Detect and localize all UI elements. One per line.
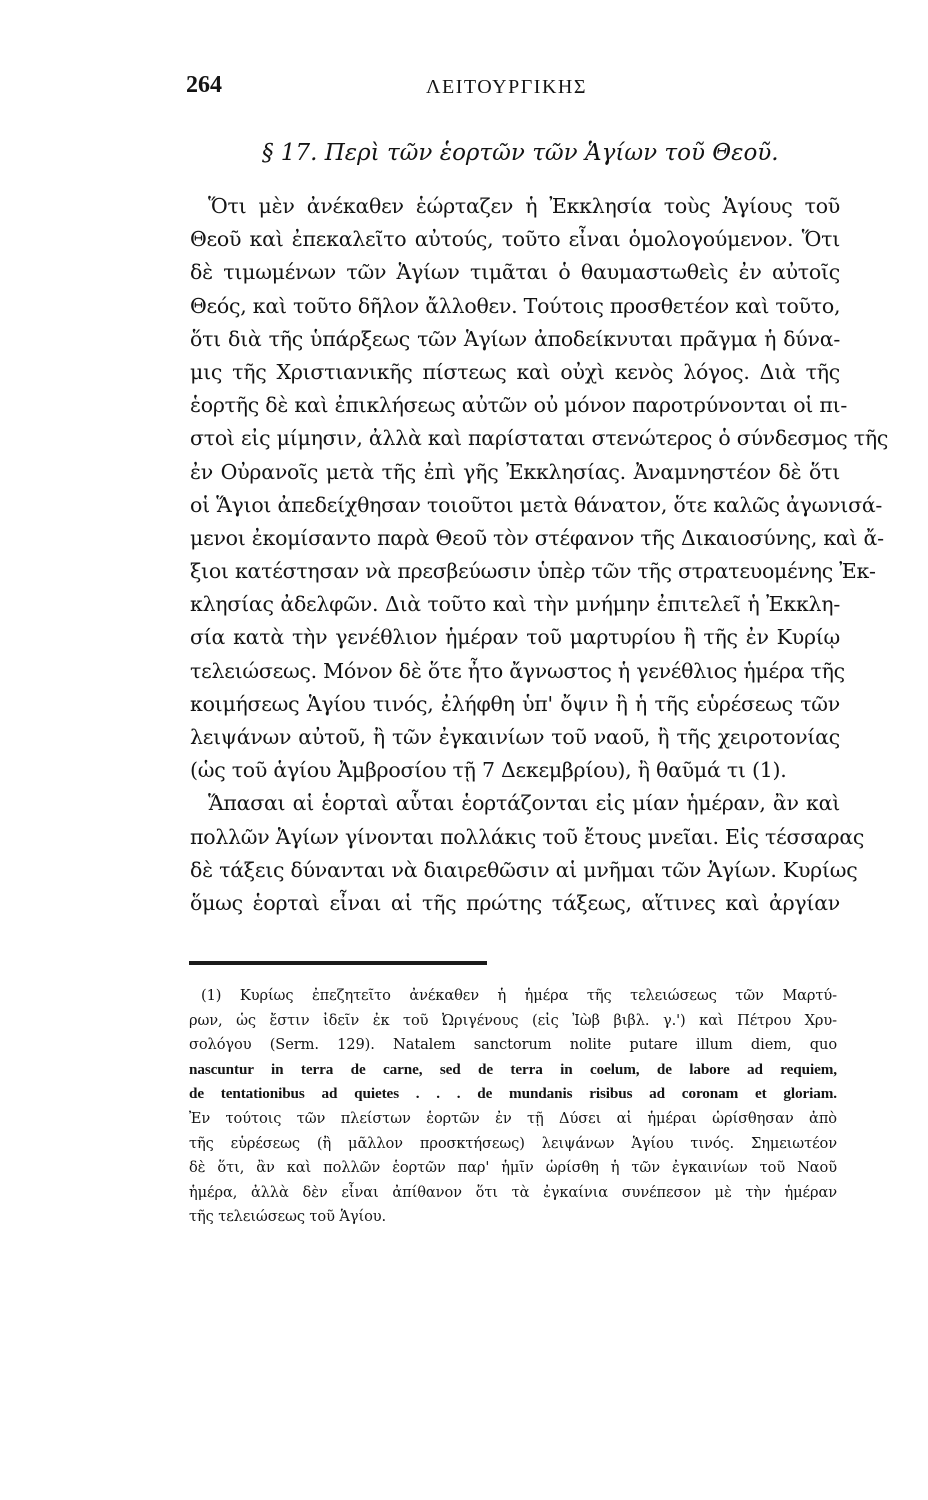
footnote-line: δὲ ὅτι, ἂν καὶ πολλῶν ἑορτῶν παρ' ἡμῖν ὡρίσθη ἡ τῶν ἐγκαινίων τοῦ Ναοῦ bbox=[189, 1159, 837, 1177]
body-line: Θεός, καὶ τοῦτο δῆλον ἄλλοθεν. Τούτοις προσθετέον καὶ τοῦτο, bbox=[190, 293, 841, 318]
body-line: δὲ τιμωμένων τῶν Ἁγίων τιμᾶται ὁ θαυμαστωθεὶς ἐν αὐτοῖς bbox=[190, 260, 840, 285]
body-line: λειψάνων αὐτοῦ, ἢ τῶν ἐγκαινίων τοῦ ναοῦ, ἢ τῆς χειροτονίας bbox=[190, 725, 840, 749]
footnote-line: nascuntur in terra de carne, sed de terra in coelum, de labore ad requiem, bbox=[189, 1060, 837, 1078]
footnote-separator bbox=[189, 961, 487, 965]
body-line: ἐν Οὐρανοῖς μετὰ τῆς ἐπὶ γῆς Ἐκκλησίας. Ἀναμνηστέον δὲ ὅτι bbox=[190, 459, 840, 484]
footnote-line: σολόγου (Serm. 129). Natalem sanctorum nolite putare illum diem, quo bbox=[189, 1036, 837, 1054]
body-line: στοὶ εἰς μίμησιν, ἀλλὰ καὶ παρίσταται στενώτερος ὁ σύνδεσμος τῆς bbox=[190, 426, 889, 451]
footnote-line: ρων, ὡς ἔστιν ἰδεῖν ἐκ τοῦ Ὠριγένους (εἰς Ἰὼβ βιβλ. γ.') καὶ Πέτρου Χρυ- bbox=[189, 1011, 837, 1029]
body-line: πολλῶν Ἁγίων γίνονται πολλάκις τοῦ ἔτους μνεῖαι. Εἰς τέσσαρας bbox=[190, 824, 865, 849]
body-line: (ὡς τοῦ ἁγίου Ἀμβροσίου τῇ 7 Δεκεμβρίου), ἢ θαῦμά τι (1). bbox=[190, 758, 787, 783]
body-line: ἑορτῆς δὲ καὶ ἐπικλήσεως αὐτῶν οὐ μόνον παροτρύνονται οἱ πι- bbox=[190, 393, 848, 418]
body-text bbox=[190, 190, 889, 920]
body-line: μις τῆς Χριστιανικῆς πίστεως καὶ οὐχὶ κενὸς λόγος. Διὰ τῆς bbox=[190, 359, 840, 384]
footnotes bbox=[189, 984, 837, 1230]
footnote-line: τῆς εὑρέσεως (ἢ μᾶλλον προσκτήσεως) λειψάνων Ἁγίου τινός. Σημειωτέον bbox=[189, 1134, 837, 1152]
footnote-line: τῆς τελειώσεως τοῦ Ἁγίου. bbox=[189, 1208, 387, 1226]
section-heading: § 17. Περὶ τῶν ἑορτῶν τῶν Ἁγίων τοῦ Θεοῦ. bbox=[262, 140, 779, 166]
footnote-line: ἡμέρα, ἀλλὰ δὲν εἶναι ἀπίθανον ὅτι τὰ ἐγκαίνια συνέπεσον μὲ τὴν ἡμέραν bbox=[189, 1183, 837, 1201]
body-line: κλησίας ἀδελφῶν. Διὰ τοῦτο καὶ τὴν μνήμην ἐπιτελεῖ ἡ Ἐκκλη- bbox=[190, 592, 840, 617]
body-line: σία κατὰ τὴν γενέθλιον ἡμέραν τοῦ μαρτυρίου ἢ τῆς ἐν Κυρίῳ bbox=[190, 625, 840, 650]
body-line: δὲ τάξεις δύνανται νὰ διαιρεθῶσιν αἱ μνῆμαι τῶν Ἁγίων. Κυρίως bbox=[190, 857, 858, 882]
body-line: κοιμήσεως Ἁγίου τινός, ἐλήφθη ὑπ' ὄψιν ἢ ἡ τῆς εὑρέσεως τῶν bbox=[190, 691, 840, 716]
running-head: ΛΕΙΤΟΥΡΓΙΚΗΣ bbox=[426, 76, 587, 98]
body-line: Ἅπασαι αἱ ἑορταὶ αὗται ἑορτάζονται εἰς μίαν ἡμέραν, ἂν καὶ bbox=[208, 791, 840, 816]
body-line: ὅτι διὰ τῆς ὑπάρξεως τῶν Ἁγίων ἀποδείκνυται πρᾶγμα ἡ δύνα- bbox=[190, 326, 840, 351]
footnote-line: (1) Κυρίως ἐπεζητεῖτο ἀνέκαθεν ἡ ἡμέρα τῆς τελειώσεως τῶν Μαρτύ- bbox=[201, 987, 837, 1004]
body-line: Ὅτι μὲν ἀνέκαθεν ἑώρταζεν ἡ Ἐκκλησία τοὺς Ἁγίους τοῦ bbox=[208, 194, 840, 218]
body-line: ξιοι κατέστησαν νὰ πρεσβεύωσιν ὑπὲρ τῶν τῆς στρατευομένης Ἐκ- bbox=[190, 559, 876, 584]
body-line: Θεοῦ καὶ ἐπεκαλεῖτο αὐτούς, τοῦτο εἶναι ὁμολογούμενον. Ὅτι bbox=[190, 227, 840, 252]
footnote-line: de tentationibus ad quietes . . . de mundanis risibus ad coronam et gloriam. bbox=[189, 1085, 837, 1103]
body-line: οἱ Ἅγιοι ἀπεδείχθησαν τοιοῦτοι μετὰ θάνατον, ὅτε καλῶς ἀγωνισά- bbox=[190, 492, 883, 517]
body-line: τελειώσεως. Μόνον δὲ ὅτε ἦτο ἄγνωστος ἡ γενέθλιος ἡμέρα τῆς bbox=[190, 658, 845, 683]
body-line: ὅμως ἑορταὶ εἶναι αἱ τῆς πρώτης τάξεως, αἵτινες καὶ ἀργίαν bbox=[190, 890, 840, 915]
body-line: μενοι ἐκομίσαντο παρὰ Θεοῦ τὸν στέφανον τῆς Δικαιοσύνης, καὶ ἄ- bbox=[190, 525, 884, 550]
page-header bbox=[186, 72, 846, 112]
footnote-line: Ἐν τούτοις τῶν πλείστων ἑορτῶν ἐν τῇ Δύσει αἱ ἡμέραι ὡρίσθησαν ἀπὸ bbox=[189, 1109, 837, 1127]
page-number: 264 bbox=[186, 72, 222, 98]
